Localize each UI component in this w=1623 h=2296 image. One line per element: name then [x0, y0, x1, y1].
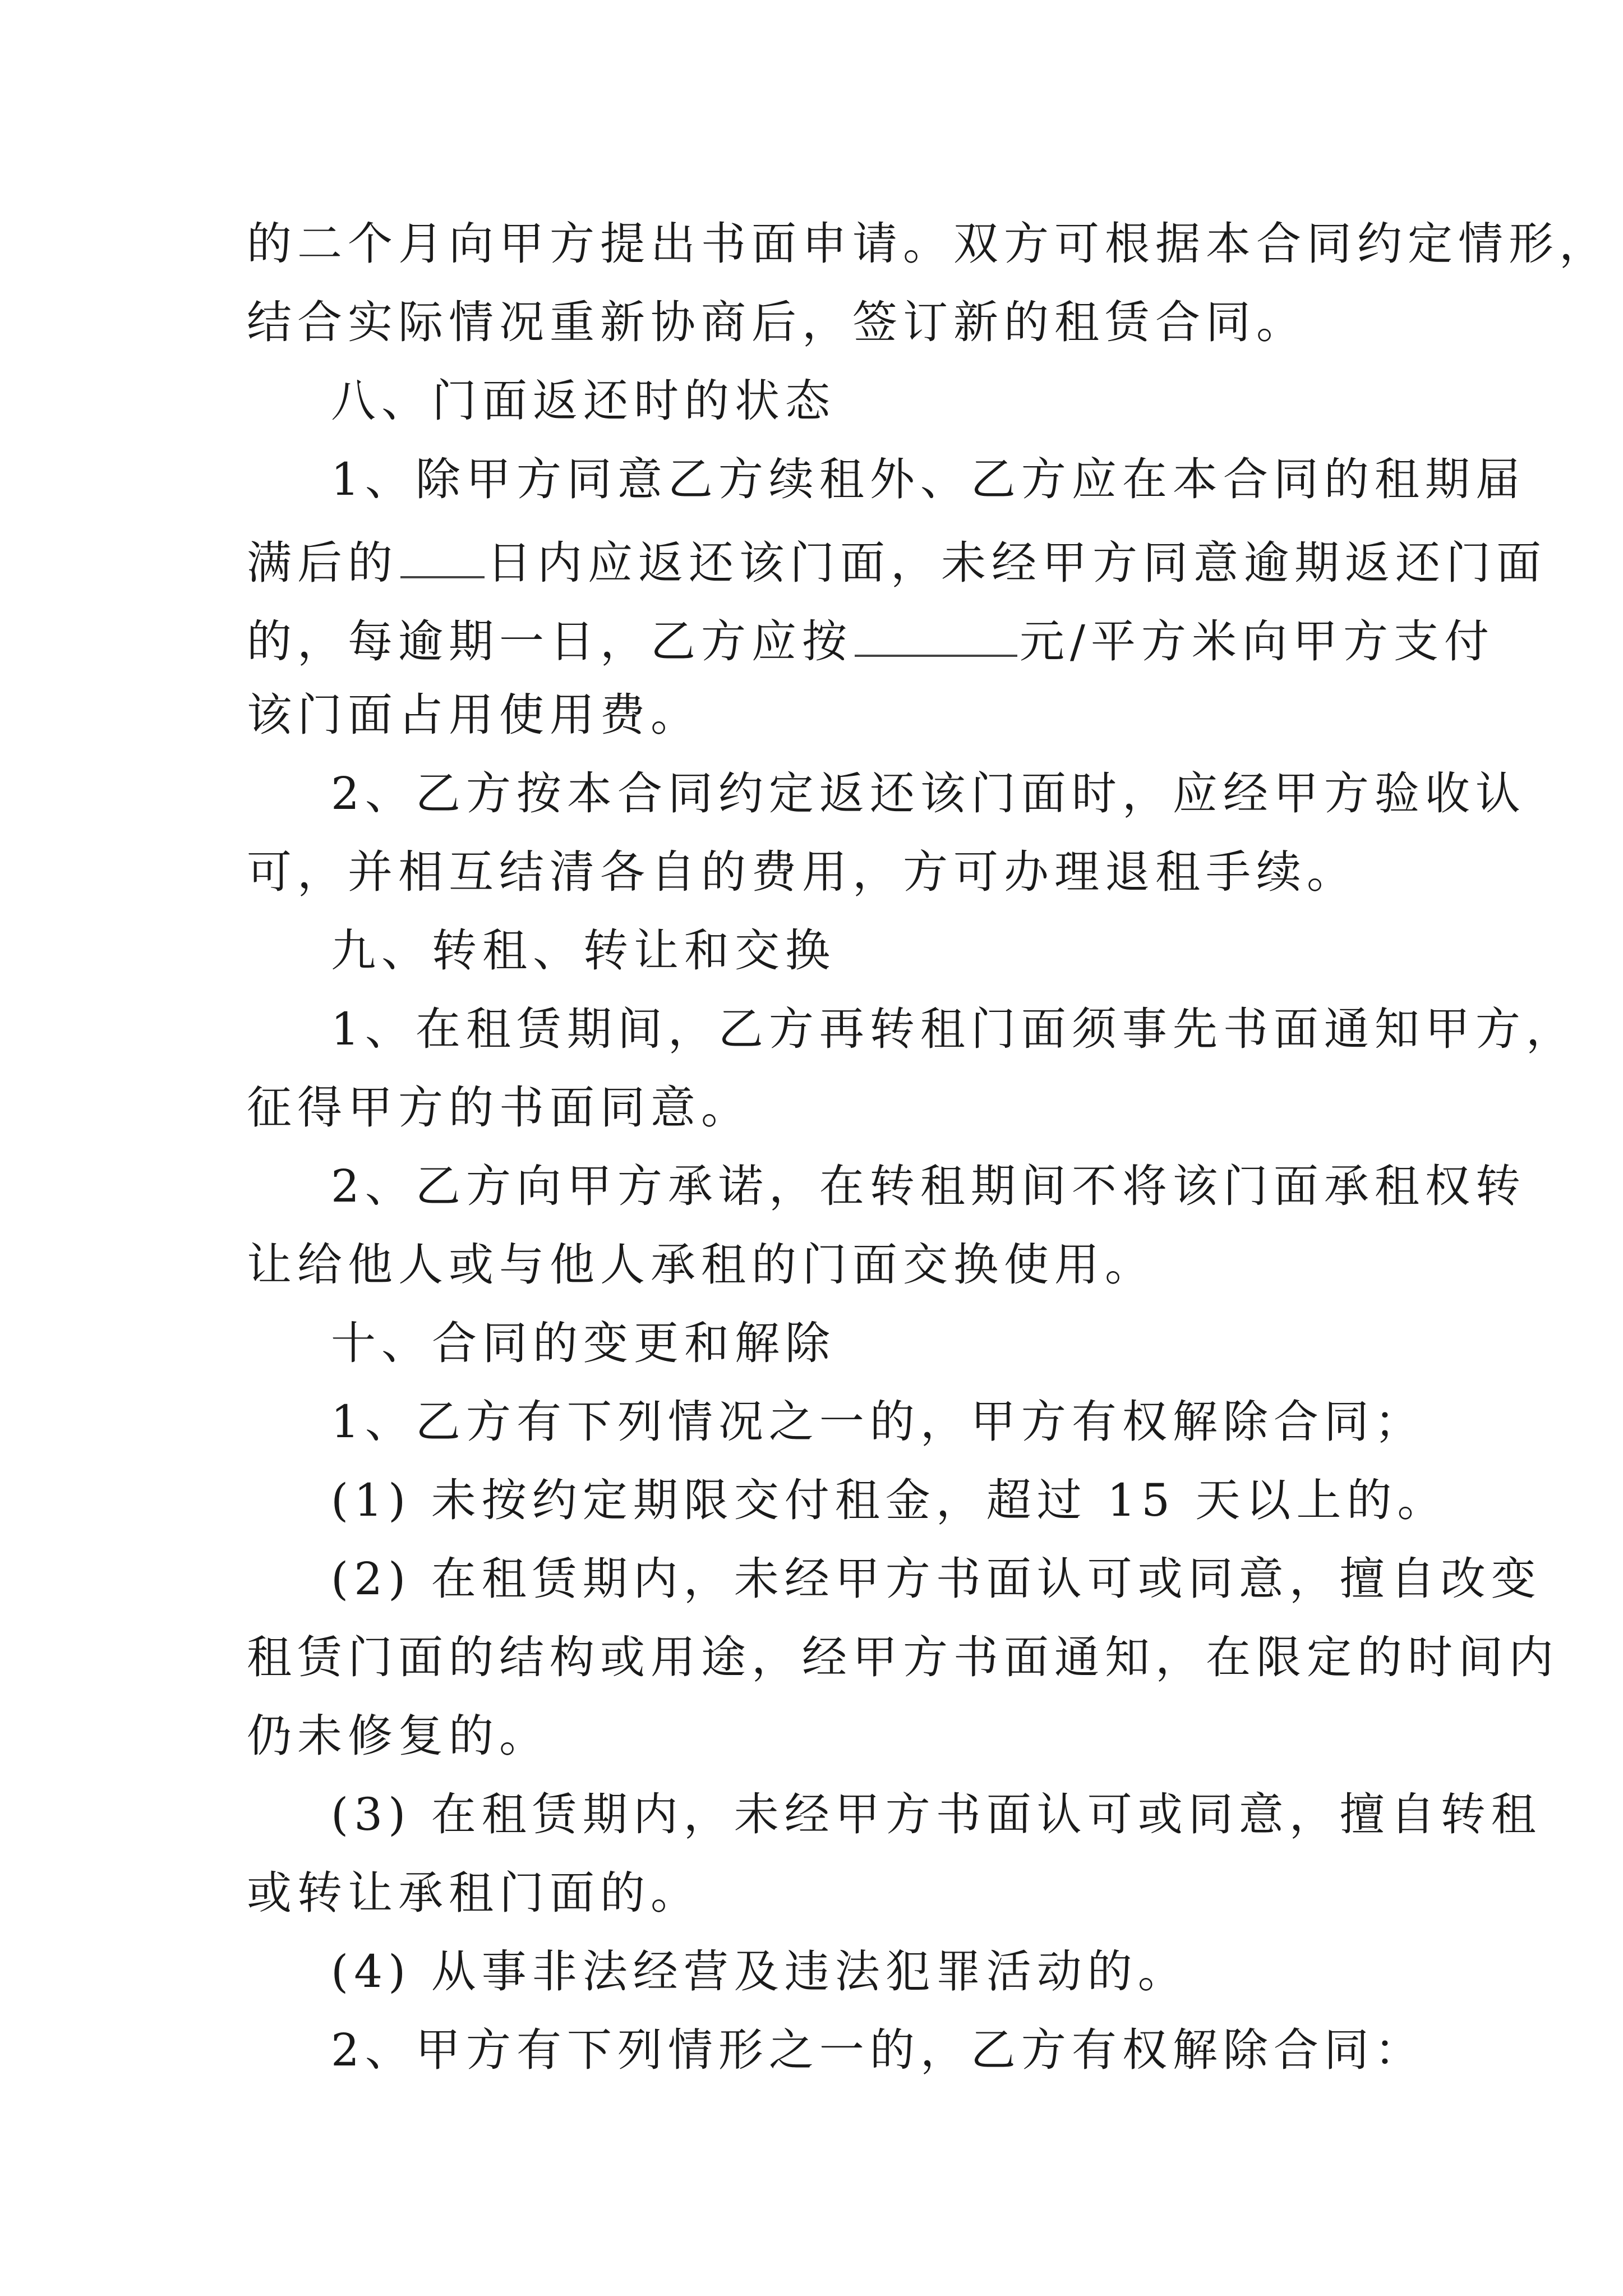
list-item: (3) 在租赁期内，未经甲方书面认可或同意，擅自转租 — [331, 1788, 1542, 1841]
fill-in-blank — [400, 536, 485, 578]
paragraph-line: 2、乙方按本合同约定返还该门面时，应经甲方验收认 — [331, 767, 1526, 820]
paragraph-line: 征得甲方的书面同意。 — [247, 1082, 751, 1134]
text-segment: 日内应返还该门面，未经甲方同意逾期返还门面 — [487, 537, 1547, 589]
paragraph-line: 结合实际情况重新协商后，签订新的租赁合同。 — [247, 296, 1307, 348]
fill-in-blank — [855, 614, 1017, 657]
paragraph-line: 或转让承租门面的。 — [247, 1867, 701, 1919]
paragraph-line: 租赁门面的结构或用途，经甲方书面通知，在限定的时间内 — [247, 1631, 1559, 1683]
paragraph-line — [247, 536, 1623, 589]
section-heading: 九、转租、转让和交换 — [331, 924, 836, 977]
paragraph-line: 该门面占用使用费。 — [247, 689, 701, 741]
list-item: (2) 在租赁期内，未经甲方书面认可或同意，擅自改变 — [331, 1553, 1542, 1605]
paragraph-line: 的二个月向甲方提出书面申请。双方可根据本合同约定情形， — [247, 218, 1610, 270]
paragraph-line: 让给他人或与他人承租的门面交换使用。 — [247, 1239, 1155, 1291]
paragraph-line: 1、除甲方同意乙方续租外、乙方应在本合同的租期届 — [331, 453, 1526, 505]
paragraph-line: 可，并相互结清各自的费用，方可办理退租手续。 — [247, 846, 1357, 898]
paragraph-line — [247, 614, 1623, 668]
list-item: (1) 未按约定期限交付租金，超过 15 天以上的。 — [331, 1474, 1448, 1526]
list-item: (4) 从事非法经营及违法犯罪活动的。 — [331, 1945, 1188, 1998]
paragraph-line: 仍未修复的。 — [247, 1710, 550, 1762]
section-heading: 十、合同的变更和解除 — [331, 1317, 836, 1369]
section-heading: 八、门面返还时的状态 — [331, 375, 836, 427]
paragraph-line: 1、乙方有下列情况之一的，甲方有权解除合同； — [331, 1396, 1425, 1448]
text-segment: 满后的 — [247, 537, 398, 589]
paragraph-line: 1、在租赁期间，乙方再转租门面须事先书面通知甲方， — [331, 1003, 1576, 1055]
text-segment: 的，每逾期一日，乙方应按 — [247, 615, 852, 668]
paragraph-line: 2、乙方向甲方承诺，在转租期间不将该门面承租权转 — [331, 1160, 1526, 1212]
text-segment: 元/平方米向甲方支付 — [1020, 615, 1495, 668]
paragraph-line: 2、甲方有下列情形之一的，乙方有权解除合同： — [331, 2024, 1425, 2076]
